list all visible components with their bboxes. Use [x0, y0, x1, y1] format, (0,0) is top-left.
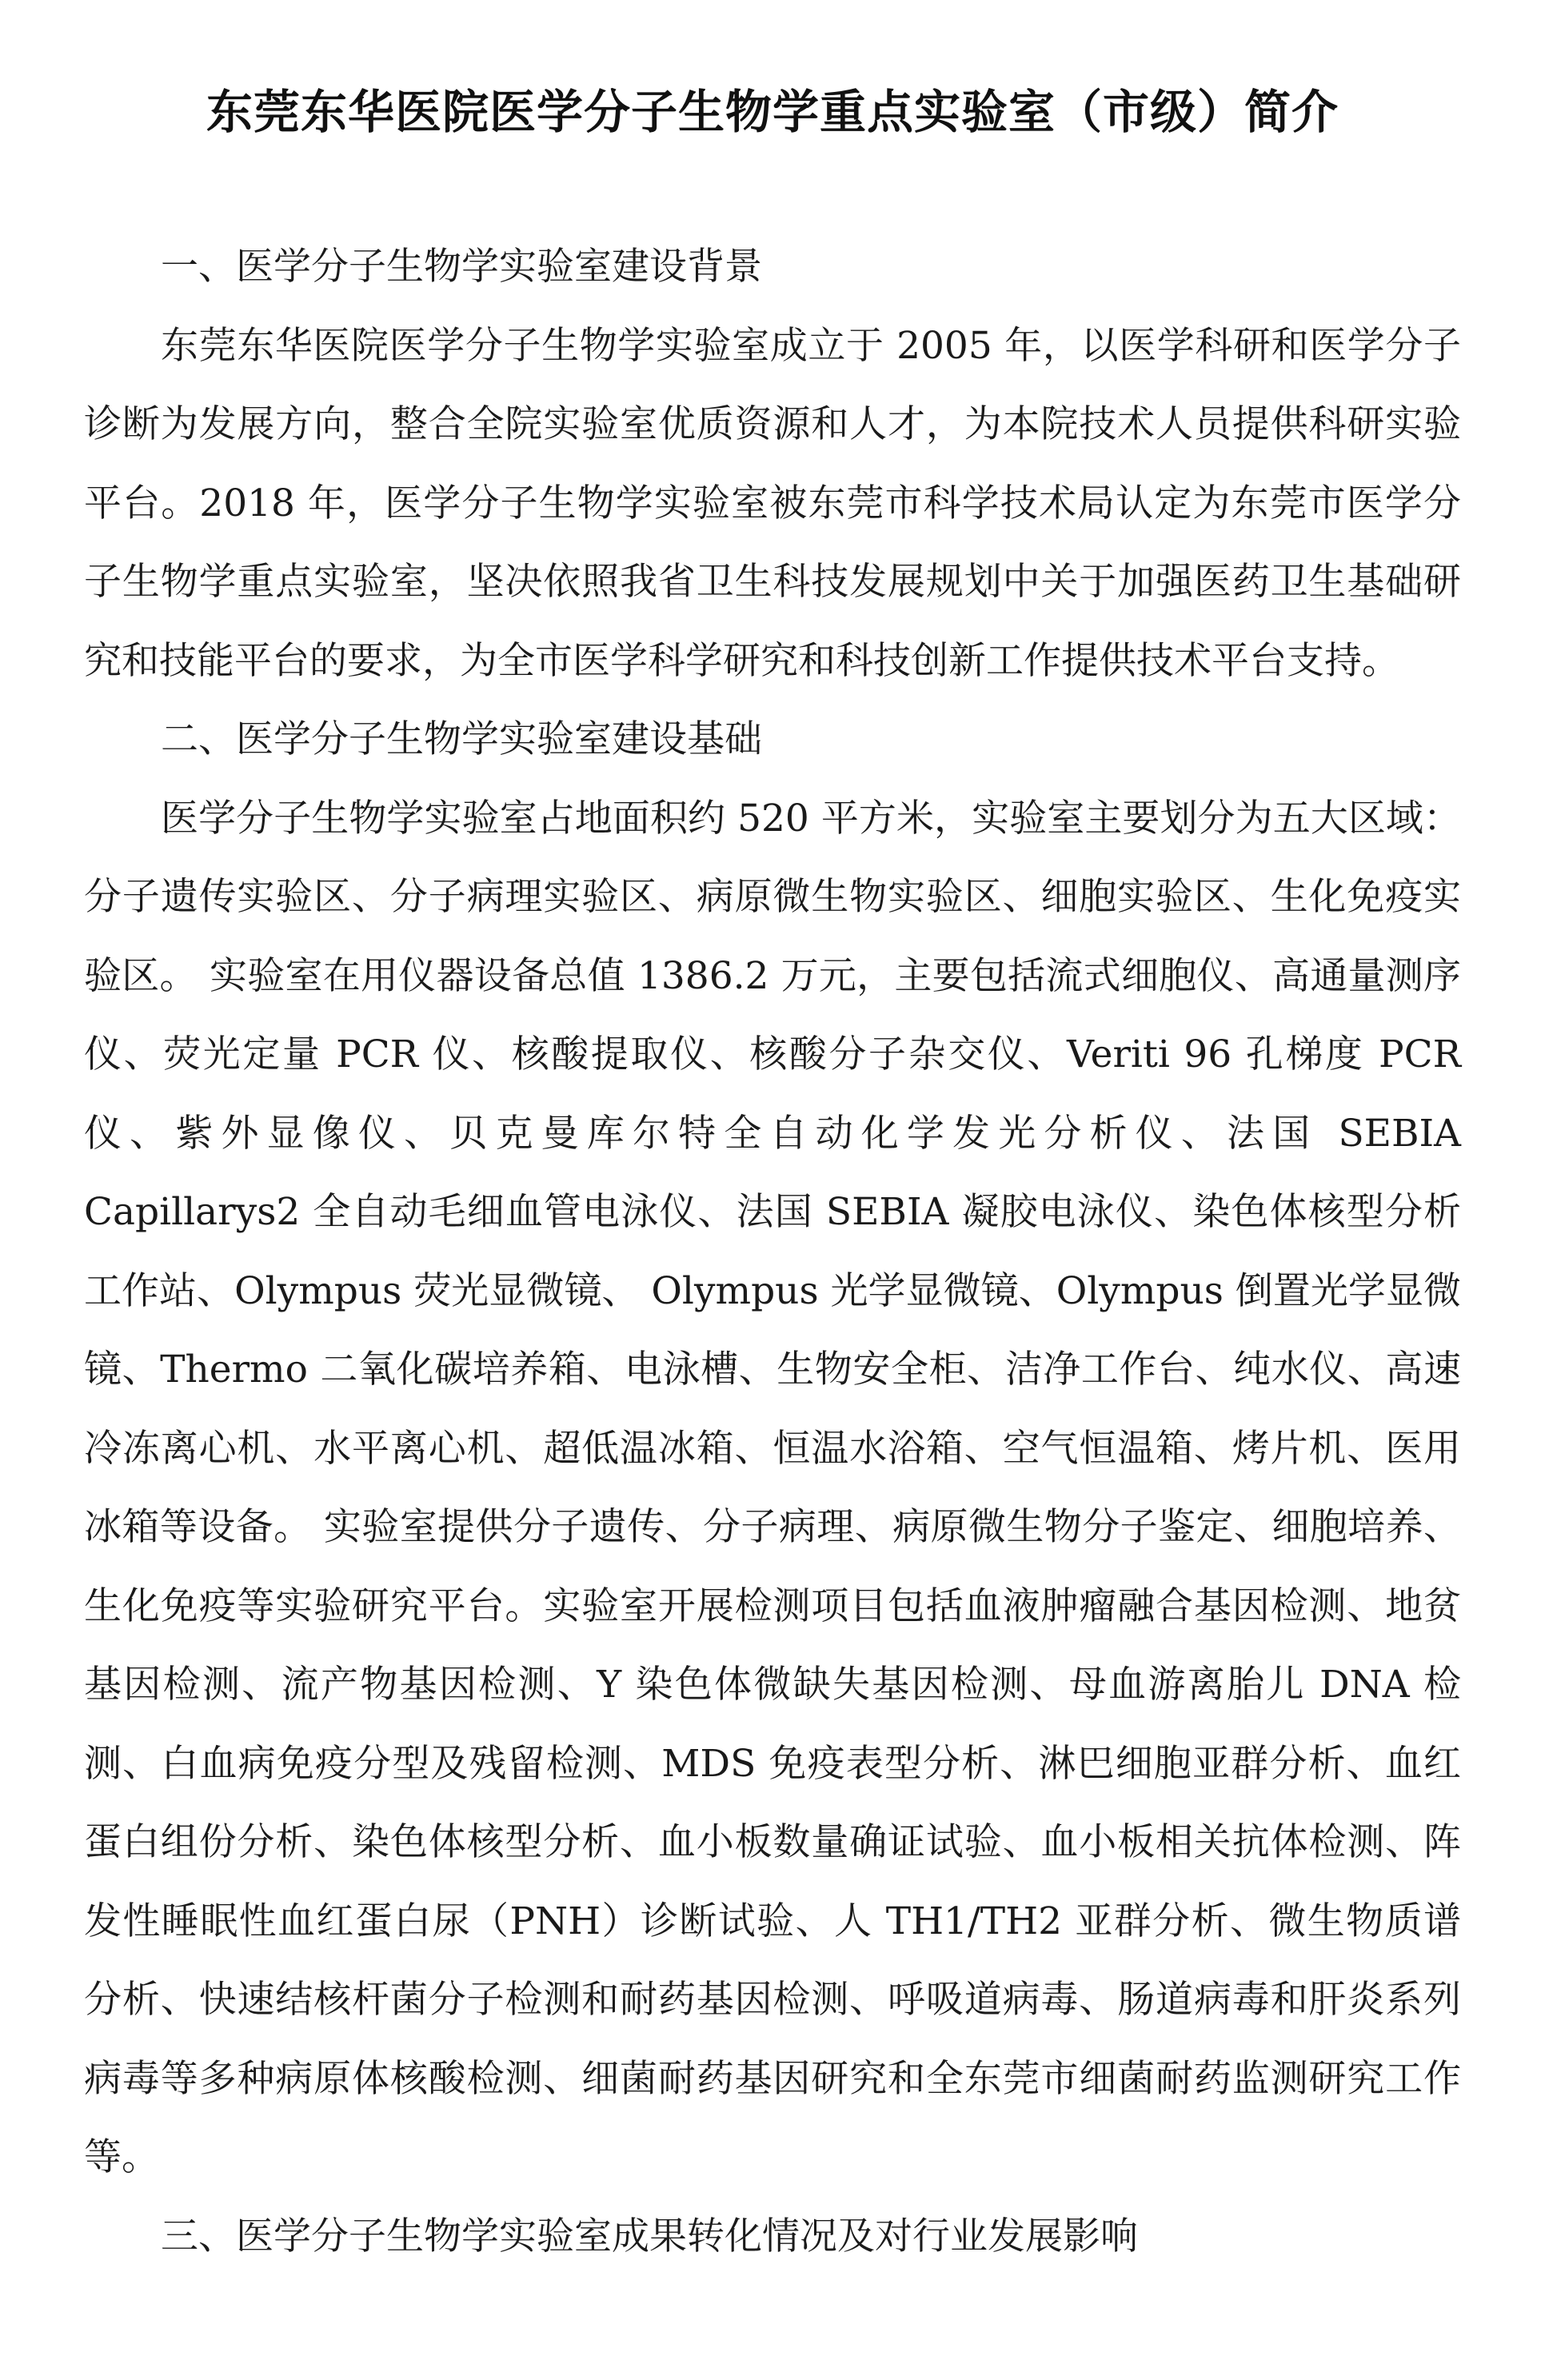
section-3-heading: 三、医学分子生物学实验室成果转化情况及对行业发展影响	[161, 2214, 1138, 2258]
section-1-paragraph: 东莞东华医院医学分子生物学实验室成立于 2005 年，以医学科研和医学分子诊断为发展方向，整合全院实验室优质资源和人才，为本院技术人员提供科研实验平台。2018 年，医学分子生物学实验室被东莞市科学技术局认定为东莞市医学分子生物学重点实验室，坚决依照我省卫生科技发展规划中关于加强医药卫生基础研究和技能平台的要求，为全市医学科学研究和科技创新工作提供技术平台支持。	[84, 323, 1461, 683]
section-2-paragraph: 医学分子生物学实验室占地面积约 520 平方米，实验室主要划分为五大区域：分子遗传实验区、分子病理实验区、病原微生物实验区、细胞实验区、生化免疫实验区。 实验室在用仪器设备总值 1386.2 万元，主要包括流式细胞仪、高通量测序仪、荧光定量 PCR 仪、核酸提取仪、核酸分子杂交仪、Veriti 96 孔梯度 PCR 仪、紫外显像仪、贝克曼库尔特全自动化学发光分析仪、法国 SEBIA Capillarys2 全自动毛细血管电泳仪、法国 SEBIA 凝胶电泳仪、染色体核型分析工作站、Olympus 荧光显微镜、 Olympus 光学显微镜、Olympus 倒置光学显微镜、Thermo 二氧化碳培养箱、电泳槽、生物安全柜、洁净工作台、纯水仪、高速冷冻离心机、水平离心机、超低温冰箱、恒温水浴箱、空气恒温箱、烤片机、医用冰箱等设备。 实验室提供分子遗传、分子病理、病原微生物分子鉴定、细胞培养、生化免疫等实验研究平台。实验室开展检测项目包括血液肿瘤融合基因检测、地贫基因检测、流产物基因检测、Y 染色体微缺失基因检测、母血游离胎儿 DNA 检测、白血病免疫分型及残留检测、MDS 免疫表型分析、淋巴细胞亚群分析、血红蛋白组份分析、染色体核型分析、血小板数量确证试验、血小板相关抗体检测、阵发性睡眠性血红蛋白尿（PNH）诊断试验、人 TH1/TH2 亚群分析、微生物质谱分析、快速结核杆菌分子检测和耐药基因检测、呼吸道病毒、肠道病毒和肝炎系列病毒等多种病原体核酸检测、细菌耐药基因研究和全东莞市细菌耐药监测研究工作等。	[84, 796, 1461, 2179]
section-1-heading: 一、医学分子生物学实验室建设背景	[161, 245, 762, 289]
document-body	[84, 228, 1461, 2276]
document-title: 东莞东华医院医学分子生物学重点实验室（市级）简介	[206, 85, 1339, 139]
section-2-heading: 二、医学分子生物学实验室建设基础	[161, 717, 762, 761]
